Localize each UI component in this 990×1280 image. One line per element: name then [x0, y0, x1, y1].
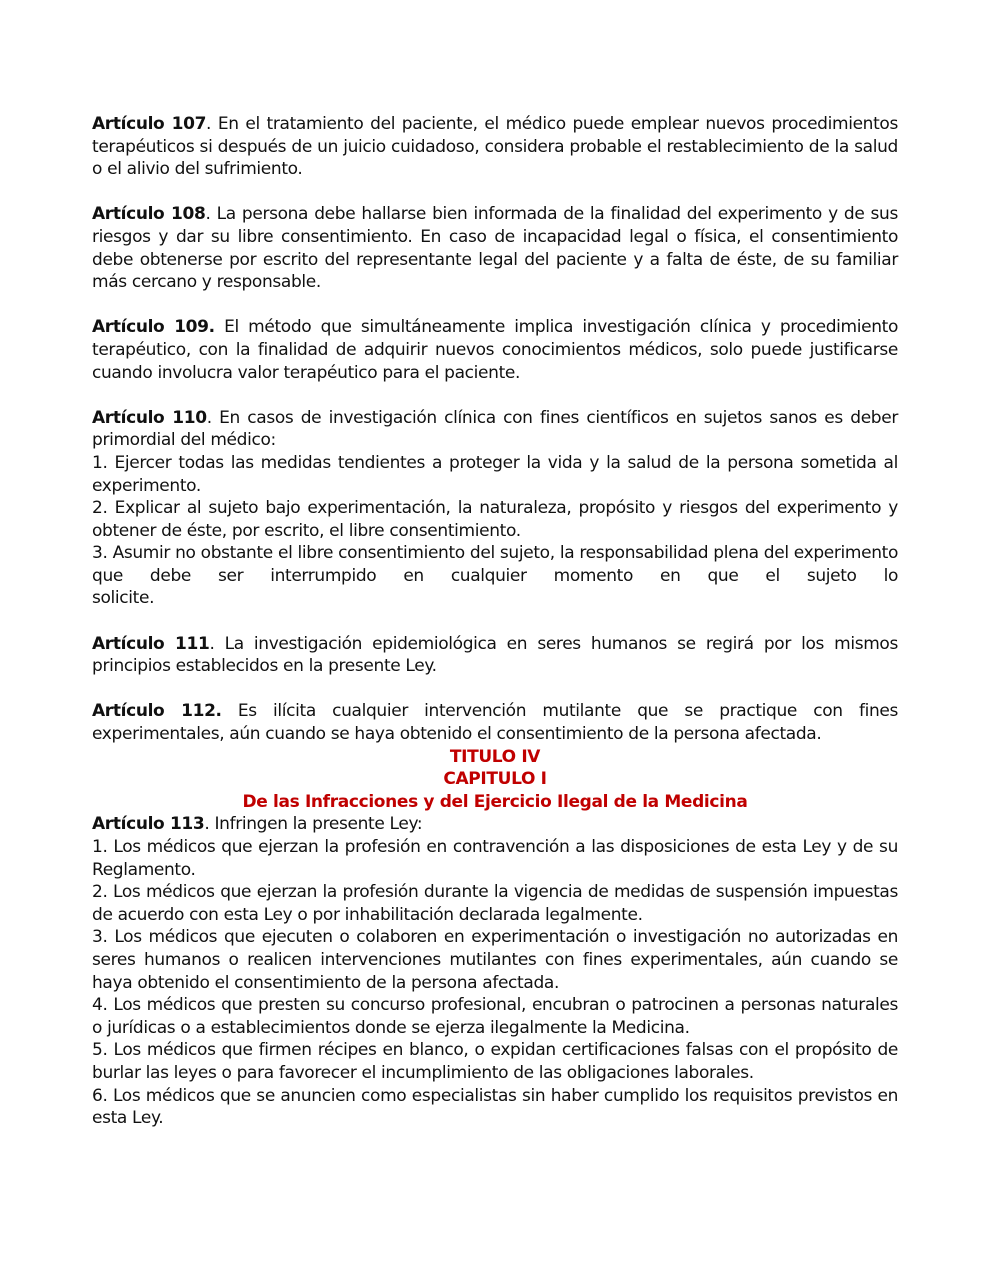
article-113-item-2: 2. Los médicos que ejerzan la profesión durante la vigencia de medidas de suspensión impuestas de acuerdo con esta Ley o por inhabilitación declarada legalmente.	[92, 882, 898, 925]
article-109-label: Artículo 109.	[92, 317, 215, 338]
article-111-label: Artículo 111	[92, 633, 210, 654]
capitulo-heading: CAPITULO I	[443, 769, 547, 790]
article-113-text: . Infringen la presente Ley:	[204, 814, 423, 835]
article-111	[92, 633, 898, 678]
article-110-label: Artículo 110	[92, 407, 207, 428]
article-113-item-1: 1. Los médicos que ejerzan la profesión en contravención a las disposiciones de esta Ley y de su Reglamento.	[92, 837, 898, 880]
chapter-subtitle: De las Infracciones y del Ejercicio Ilegal de la Medicina	[242, 791, 748, 812]
article-113-item-4: 4. Los médicos que presten su concurso profesional, encubran o patrocinen a personas naturales o jurídicas o a establecimientos donde se ejerza ilegalmente la Medicina.	[92, 995, 898, 1038]
article-108	[92, 203, 898, 293]
article-111-text: . La investigación epidemiológica en seres humanos se regirá por los mismos principios establecidos en la presente Ley.	[92, 633, 898, 677]
article-107-text: . En el tratamiento del paciente, el médico puede emplear nuevos procedimientos terapéuticos si después de un juicio cuidadoso, considera probable el restablecimiento de la salud o el alivio del sufrimiento.	[92, 114, 898, 180]
article-108-text: . La persona debe hallarse bien informada de la finalidad del experimento y de sus riesgos y dar su libre consentimiento. En caso de incapacidad legal o física, el consentimiento debe obtenerse por escrito del representante legal del paciente y a falta de éste, de su familiar más cercano y responsable.	[92, 204, 898, 293]
article-108-label: Artículo 108	[92, 204, 206, 225]
article-110-item-2: 2. Explicar al sujeto bajo experimentación, la naturaleza, propósito y riesgos del experimento y obtener de éste, por escrito, el libre consentimiento.	[92, 498, 898, 541]
article-112	[92, 700, 898, 745]
article-112-label: Artículo 112.	[92, 701, 222, 722]
article-107-label: Artículo 107	[92, 114, 207, 134]
article-109	[92, 316, 898, 384]
article-113-label: Artículo 113	[92, 814, 205, 835]
article-113-item-3: 3. Los médicos que ejecuten o colaboren en experimentación o investigación no autorizadas en seres humanos o realicen intervenciones mutilantes con fines experimentales, aún cuando se haya obtenido el consentimiento de la persona afectada.	[92, 927, 898, 993]
article-107	[92, 113, 898, 181]
document-page	[92, 113, 898, 1130]
article-110-text: . En casos de investigación clínica con fines científicos en sujetos sanos es deber primordial del médico:	[92, 407, 898, 451]
article-113	[92, 813, 898, 836]
article-113-item-6: 6. Los médicos que se anuncien como especialistas sin haber cumplido los requisitos previstos en esta Ley.	[92, 1085, 898, 1129]
article-113-item-5: 5. Los médicos que firmen récipes en blanco, o expidan certificaciones falsas con el propósito de burlar las leyes o para favorecer el incumplimiento de las obligaciones laborales.	[92, 1040, 898, 1083]
article-110	[92, 407, 898, 452]
article-109-text: El método que simultáneamente implica investigación clínica y procedimiento terapéutico, con la finalidad de adquirir nuevos conocimientos médicos, solo puede justificarse cuando involucra valor terapéutico para el paciente.	[92, 317, 899, 383]
article-112-text: Es ilícita cualquier intervención mutilante que se practique con fines experimentales, aún cuando se haya obtenido el consentimiento de la persona afectada.	[92, 701, 899, 745]
article-110-item-3: 3. Asumir no obstante el libre consentimiento del sujeto, la responsabilidad plena del experimento que debe ser interrumpido en cualquier momento en que el sujeto lo	[92, 543, 898, 586]
titulo-heading: TITULO IV	[449, 746, 541, 767]
article-110-item-1: 1. Ejercer todas las medidas tendientes a proteger la vida y la salud de la persona sometida al experimento.	[92, 452, 898, 496]
article-110-item-3-end: solicite.	[92, 588, 155, 609]
